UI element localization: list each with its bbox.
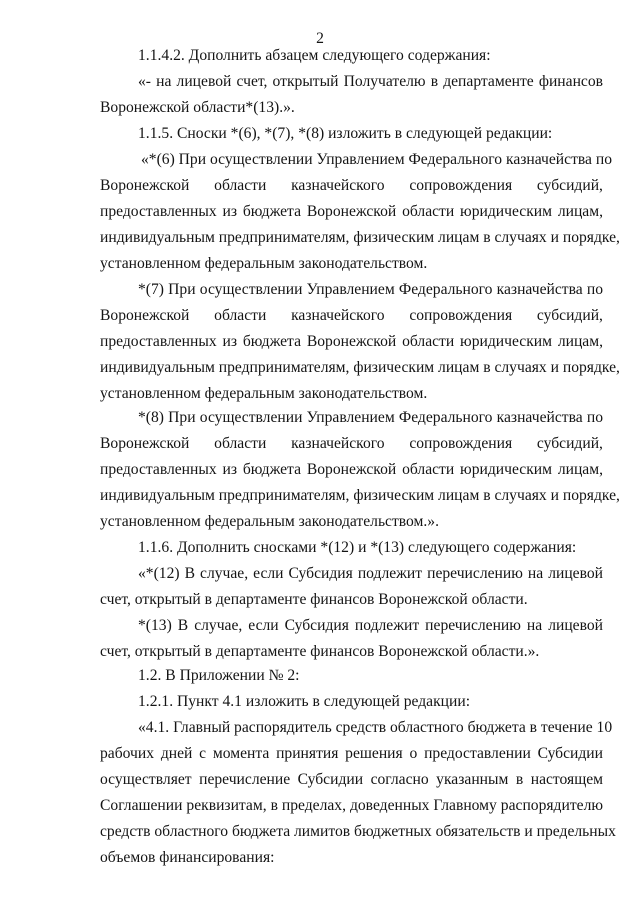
clause-1-1-4-2-text: «- на лицевой счет, открытый Получателю в департаменте финансов [138,73,603,90]
point-4-1-text: средств областного бюджета лимитов бюджетных обязательств и предельных [100,823,616,840]
footnote-7-text: установленном федеральным законодательством. [100,385,428,402]
footnote-6-text: предоставленных из бюджета Воронежской области юридическим лицам, [100,203,603,220]
word: области [214,435,267,452]
footnote-8-text: установленном федеральным законодательством.». [100,513,440,530]
footnote-8-text: индивидуальным предпринимателям, физическим лицам в случаях и порядке, [100,487,620,504]
clause-1-1-4-2-text: Воронежской области*(13).». [100,99,295,116]
word: области [214,177,267,194]
word: сопровождения [409,307,513,324]
point-4-1-text: Соглашении реквизитам, в пределах, доведенных Главному распорядителю [100,797,603,814]
footnote-12-text: счет, открытый в департаменте финансов Воронежской области. [100,591,528,608]
clause-1-2-1-heading: 1.2.1. Пункт 4.1 изложить в следующей редакции: [138,693,471,710]
footnote-8-text [100,432,603,456]
word: казначейского [291,307,385,324]
word: субсидий, [536,177,603,194]
point-4-1-text: рабочих дней с момента принятия решения о предоставлении Субсидии [100,745,603,762]
point-4-1-text: осуществляет перечисление Субсидии согласно указанным в настоящем [100,771,603,788]
point-4-1-text: объемов финансирования: [100,849,275,866]
clause-1-1-5-heading: 1.1.5. Сноски *(6), *(7), *(8) изложить в следующей редакции: [138,125,553,142]
word: субсидий, [536,435,603,452]
clause-1-1-4-2-heading: 1.1.4.2. Дополнить абзацем следующего содержания: [138,47,491,64]
word: области [214,307,267,324]
footnote-7-text [100,304,603,328]
word: казначейского [291,435,385,452]
word: Воронежской [100,177,190,194]
footnote-6-text: установленном федеральным законодательством. [100,255,428,272]
footnote-13-text: счет, открытый в департаменте финансов Воронежской области.». [100,643,540,660]
word: субсидий, [536,307,603,324]
point-4-1-text: «4.1. Главный распорядитель средств областного бюджета в течение 10 [138,719,613,736]
clause-1-2-heading: 1.2. В Приложении № 2: [138,667,300,684]
word: сопровождения [409,435,513,452]
footnote-13-text: *(13) В случае, если Субсидия подлежит перечислению на лицевой [138,617,603,634]
footnote-12-text: «*(12) В случае, если Субсидия подлежит перечислению на лицевой [138,565,603,582]
footnote-7-text: индивидуальным предпринимателям, физическим лицам в случаях и порядке, [100,359,620,376]
footnote-6-text: индивидуальным предпринимателям, физическим лицам в случаях и порядке, [100,229,620,246]
word: Воронежской [100,435,190,452]
footnote-8-text: предоставленных из бюджета Воронежской области юридическим лицам, [100,461,603,478]
footnote-6-text [100,174,603,198]
footnote-6-text: «*(6) При осуществлении Управлением Федерального казначейства по [141,151,613,168]
footnote-7-text: *(7) При осуществлении Управлением Федерального казначейства по [138,281,603,298]
word: казначейского [291,177,385,194]
clause-1-1-6-heading: 1.1.6. Дополнить сносками *(12) и *(13) следующего содержания: [138,539,577,556]
page-number: 2 [316,30,324,47]
word: Воронежской [100,307,190,324]
word: сопровождения [409,177,513,194]
footnote-8-text: *(8) При осуществлении Управлением Федерального казначейства по [138,409,603,426]
footnote-7-text: предоставленных из бюджета Воронежской области юридическим лицам, [100,333,603,350]
